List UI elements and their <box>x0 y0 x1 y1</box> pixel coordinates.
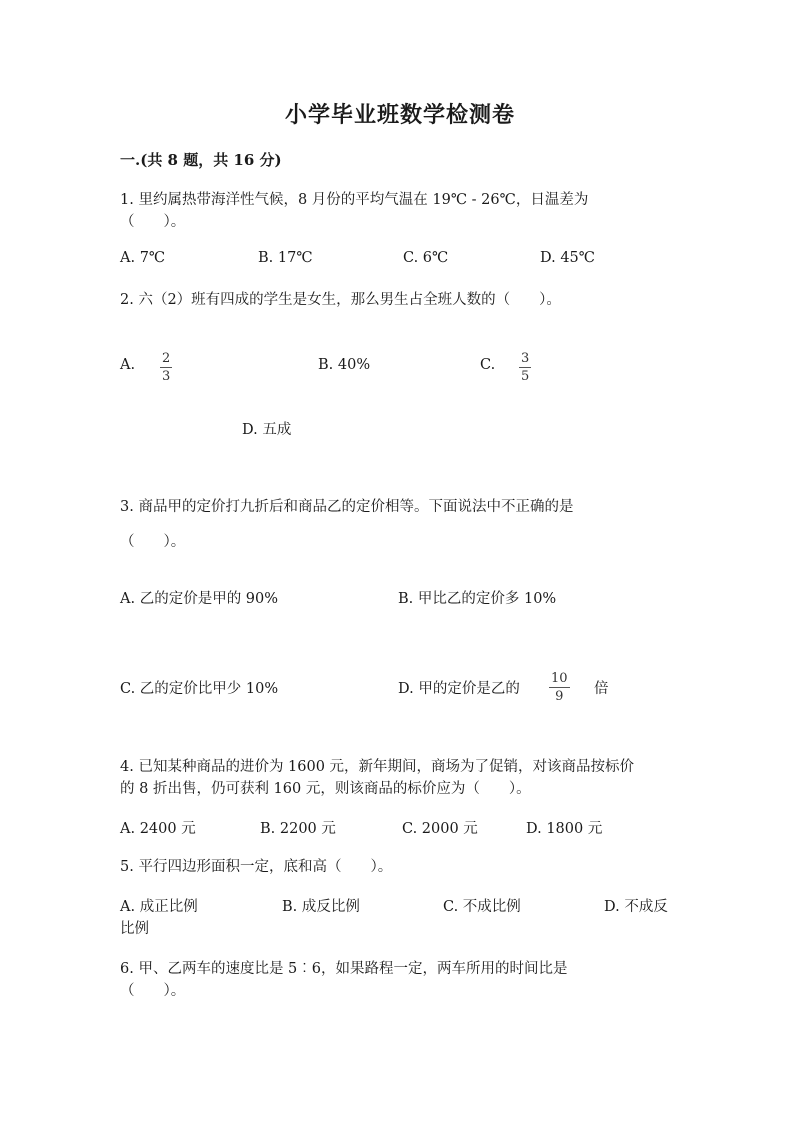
q2-option-a-fraction <box>160 352 172 383</box>
q1-stem-line1: 1. 里约属热带海洋性气候，8 月份的平均气温在 19℃ - 26℃，日温差为 <box>120 192 589 208</box>
q2-option-a-label: A. <box>120 357 136 373</box>
q3-option-a[interactable]: A. 乙的定价是甲的 90% <box>120 591 279 607</box>
q4-option-b[interactable]: B. 2200 元 <box>260 821 336 837</box>
q2-option-c-label: C. <box>480 357 496 373</box>
q6-stem-line1: 6. 甲、乙两车的速度比是 5︰6，如果路程一定，两车所用的时间比是 <box>120 961 568 977</box>
q4-stem-line2: 的 8 折出售，仍可获利 160 元，则该商品的标价应为（ ）。 <box>120 781 531 797</box>
q5-option-d[interactable]: D. 不成反 <box>604 899 668 915</box>
section-heading: 一.(共 8 题，共 16 分) <box>120 151 282 169</box>
fraction-numerator: 10 <box>551 671 568 686</box>
q3-option-d-prefix: D. 甲的定价是乙的 <box>398 681 520 697</box>
q2-stem: 2. 六（2）班有四成的学生是女生，那么男生占全班人数的（ ）。 <box>120 292 561 308</box>
q3-stem-line2: （ ）。 <box>120 534 186 550</box>
fraction-numerator: 3 <box>521 351 530 366</box>
q2-option-d[interactable]: D. 五成 <box>242 422 292 438</box>
q5-option-b[interactable]: B. 成反比例 <box>282 899 360 915</box>
q1-option-a[interactable]: A. 7℃ <box>120 250 166 266</box>
q2-option-c-fraction <box>519 352 531 383</box>
fraction-denominator: 3 <box>162 369 171 384</box>
q5-option-d-wrap[interactable]: 比例 <box>120 921 149 937</box>
q3-option-d-suffix: 倍 <box>594 681 609 697</box>
q1-option-b[interactable]: B. 17℃ <box>258 250 313 266</box>
fraction-denominator: 5 <box>521 369 530 384</box>
q4-option-c[interactable]: C. 2000 元 <box>402 821 478 837</box>
q2-option-b[interactable]: B. 40% <box>318 357 371 373</box>
q3-option-b[interactable]: B. 甲比乙的定价多 10% <box>398 591 557 607</box>
q3-option-d-fraction <box>549 672 570 703</box>
q4-option-d[interactable]: D. 1800 元 <box>526 821 603 837</box>
q1-stem-line2: （ ）。 <box>120 214 186 230</box>
q1-option-d[interactable]: D. 45℃ <box>540 250 595 266</box>
q4-stem-line1: 4. 已知某种商品的进价为 1600 元，新年期间，商场为了促销，对该商品按标价 <box>120 759 635 775</box>
q3-stem-line1: 3. 商品甲的定价打九折后和商品乙的定价相等。下面说法中不正确的是 <box>120 499 574 515</box>
q4-option-a[interactable]: A. 2400 元 <box>120 821 196 837</box>
page-title: 小学毕业班数学检测卷 <box>284 102 515 128</box>
q1-option-c[interactable]: C. 6℃ <box>403 250 449 266</box>
q5-stem: 5. 平行四边形面积一定，底和高（ ）。 <box>120 859 393 875</box>
fraction-denominator: 9 <box>555 689 564 704</box>
q5-option-a[interactable]: A. 成正比例 <box>120 899 198 915</box>
q6-stem-line2: （ ）。 <box>120 983 186 999</box>
q5-option-c[interactable]: C. 不成比例 <box>443 899 521 915</box>
fraction-numerator: 2 <box>162 351 171 366</box>
q3-option-c[interactable]: C. 乙的定价比甲少 10% <box>120 681 279 697</box>
